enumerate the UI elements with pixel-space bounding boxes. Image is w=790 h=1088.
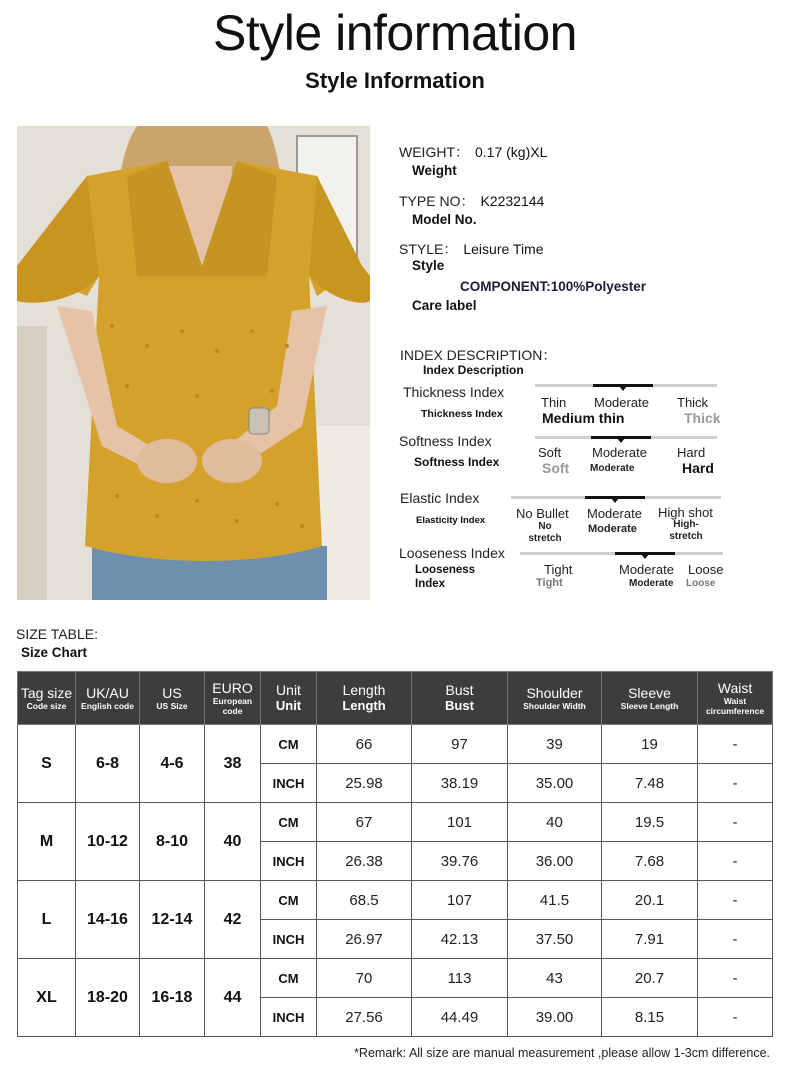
thickness-label: Thickness Index: [403, 384, 505, 400]
elastic-sub-highstretch: High-stretch: [669, 519, 703, 542]
bust-inch-cell: 38.19: [412, 764, 508, 803]
th-shoulder: Shoulder Shoulder Width: [508, 672, 602, 725]
uk-cell: 14-16: [76, 881, 140, 959]
unit-inch-cell: INCH: [261, 998, 317, 1037]
table-row: [18, 881, 773, 920]
unit-cm-cell: CM: [261, 881, 317, 920]
sleeve-cm-cell: 20.1: [602, 881, 698, 920]
type-value: K2232144: [480, 193, 545, 209]
size-table-body: [18, 725, 773, 1037]
waist-inch-cell: -: [698, 920, 773, 959]
elastic-sub: Elasticity Index: [416, 515, 486, 526]
us-cell: 8-10: [140, 803, 205, 881]
uk-cell: 10-12: [76, 803, 140, 881]
length-cm-cell: 67: [317, 803, 412, 842]
looseness-opt-tight: Tight: [544, 562, 573, 577]
waist-cm-cell: -: [698, 881, 773, 920]
softness-label: Softness Index: [399, 433, 492, 449]
th-waist: Waist Waist circumference: [698, 672, 773, 725]
th-bust: Bust Bust: [412, 672, 508, 725]
thickness-opt-thick: Thick: [677, 395, 709, 410]
bust-inch-cell: 39.76: [412, 842, 508, 881]
waist-cm-cell: -: [698, 803, 773, 842]
waist-inch-cell: -: [698, 998, 773, 1037]
shoulder-cm-cell: 40: [508, 803, 602, 842]
bust-cm-cell: 113: [412, 959, 508, 998]
type-row: [399, 191, 544, 211]
remark-text: *Remark: All size are manual measurement ,please allow 1-3cm difference.: [354, 1046, 770, 1060]
elastic-arrow: [611, 498, 619, 503]
softness-sub: Softness Index: [414, 455, 500, 469]
index-title: INDEX DESCRIPTION：: [400, 347, 557, 363]
style-value: Leisure Time: [463, 241, 544, 257]
sleeve-inch-cell: 7.48: [602, 764, 698, 803]
bust-cm-cell: 107: [412, 881, 508, 920]
th-length: Length Length: [317, 672, 412, 725]
softness-sub-hard: Hard: [682, 460, 714, 476]
waist-inch-cell: -: [698, 764, 773, 803]
size-chart-subtitle: Size Chart: [21, 645, 88, 660]
weight-row: [399, 142, 547, 162]
looseness-sub-loose: Loose: [686, 578, 716, 589]
size-cell: S: [18, 725, 76, 803]
length-cm-cell: 70: [317, 959, 412, 998]
softness-opt-moderate: Moderate: [592, 445, 647, 460]
thickness-selected: Medium thin: [542, 410, 625, 426]
thickness-opt-thin: Thin: [541, 395, 567, 410]
unit-inch-cell: INCH: [261, 764, 317, 803]
thickness-arrow: [619, 386, 627, 391]
size-cell: M: [18, 803, 76, 881]
us-cell: 12-14: [140, 881, 205, 959]
type-label: TYPE NO：: [399, 193, 475, 209]
weight-value: 0.17 (kg)XL: [475, 144, 548, 160]
shoulder-cm-cell: 43: [508, 959, 602, 998]
unit-inch-cell: INCH: [261, 920, 317, 959]
unit-inch-cell: INCH: [261, 842, 317, 881]
table-header-row: [18, 672, 773, 725]
th-tag-size: Tag size Code size: [18, 672, 76, 725]
unit-cm-cell: CM: [261, 803, 317, 842]
elastic-sub-nostretch: No stretch: [528, 521, 562, 544]
thickness-extra: Thick: [684, 410, 721, 426]
sleeve-inch-cell: 7.68: [602, 842, 698, 881]
care-label: Care label: [412, 298, 477, 313]
shoulder-inch-cell: 37.50: [508, 920, 602, 959]
style-label: STYLE：: [399, 241, 458, 257]
sleeve-inch-cell: 8.15: [602, 998, 698, 1037]
unit-cm-cell: CM: [261, 725, 317, 764]
thickness-opt-moderate: Moderate: [594, 395, 649, 410]
table-row: [18, 959, 773, 998]
sleeve-cm-cell: 19.5: [602, 803, 698, 842]
sleeve-cm-cell: 19: [602, 725, 698, 764]
weight-sub: Weight: [412, 163, 457, 178]
waist-cm-cell: -: [698, 959, 773, 998]
length-inch-cell: 25.98: [317, 764, 412, 803]
elastic-label: Elastic Index: [400, 490, 480, 506]
th-us: US US Size: [140, 672, 205, 725]
shoulder-cm-cell: 41.5: [508, 881, 602, 920]
component-text: COMPONENT:100%Polyester: [460, 279, 647, 294]
looseness-label: Looseness Index: [399, 545, 505, 561]
size-table-title: SIZE TABLE:: [16, 626, 98, 642]
looseness-opt-loose: Loose: [688, 562, 724, 577]
th-uk-au: UK/AU English code: [76, 672, 140, 725]
waist-cm-cell: -: [698, 725, 773, 764]
shoulder-inch-cell: 39.00: [508, 998, 602, 1037]
sleeve-inch-cell: 7.91: [602, 920, 698, 959]
looseness-sub-tight: Tight: [536, 577, 563, 589]
length-inch-cell: 26.97: [317, 920, 412, 959]
elastic-opt-nobullet: No Bullet: [516, 506, 569, 521]
euro-cell: 40: [205, 803, 261, 881]
uk-cell: 6-8: [76, 725, 140, 803]
softness-opt-soft: Soft: [538, 445, 562, 460]
elastic-opt-moderate: Moderate: [587, 506, 642, 521]
euro-cell: 44: [205, 959, 261, 1037]
waist-inch-cell: -: [698, 842, 773, 881]
softness-sub-soft: Soft: [542, 460, 570, 476]
style-row: [399, 239, 544, 259]
looseness-arrow: [641, 554, 649, 559]
elastic-sub-moderate: Moderate: [588, 523, 637, 535]
softness-sub-moderate: Moderate: [590, 463, 635, 474]
style-sub: Style: [412, 258, 445, 273]
product-photo: [17, 126, 370, 600]
shoulder-cm-cell: 39: [508, 725, 602, 764]
size-cell: L: [18, 881, 76, 959]
uk-cell: 18-20: [76, 959, 140, 1037]
bust-inch-cell: 42.13: [412, 920, 508, 959]
length-inch-cell: 26.38: [317, 842, 412, 881]
shoulder-inch-cell: 35.00: [508, 764, 602, 803]
sleeve-cm-cell: 20.7: [602, 959, 698, 998]
elastic-opt-highshot: High shot: [658, 505, 713, 520]
bust-cm-cell: 97: [412, 725, 508, 764]
size-cell: XL: [18, 959, 76, 1037]
length-inch-cell: 27.56: [317, 998, 412, 1037]
looseness-opt-moderate: Moderate: [619, 562, 674, 577]
shoulder-inch-cell: 36.00: [508, 842, 602, 881]
bust-inch-cell: 44.49: [412, 998, 508, 1037]
index-subtitle: Index Description: [423, 363, 524, 377]
type-sub: Model No.: [412, 212, 477, 227]
table-row: [18, 803, 773, 842]
length-cm-cell: 68.5: [317, 881, 412, 920]
weight-label: WEIGHT：: [399, 144, 469, 160]
looseness-sub-moderate: Moderate: [629, 578, 674, 589]
page-title: Style information: [213, 5, 577, 61]
length-cm-cell: 66: [317, 725, 412, 764]
table-row: [18, 725, 773, 764]
euro-cell: 38: [205, 725, 261, 803]
us-cell: 4-6: [140, 725, 205, 803]
unit-cm-cell: CM: [261, 959, 317, 998]
page-subtitle: Style Information: [305, 68, 485, 93]
us-cell: 16-18: [140, 959, 205, 1037]
th-unit: Unit Unit: [261, 672, 317, 725]
size-table: [17, 671, 773, 1037]
softness-arrow: [617, 438, 625, 443]
thickness-sub: Thickness Index: [421, 408, 503, 420]
softness-opt-hard: Hard: [677, 445, 706, 460]
th-sleeve: Sleeve Sleeve Length: [602, 672, 698, 725]
bust-cm-cell: 101: [412, 803, 508, 842]
looseness-sub: Looseness Index: [415, 564, 476, 590]
th-euro: EURO European code: [205, 672, 261, 725]
euro-cell: 42: [205, 881, 261, 959]
